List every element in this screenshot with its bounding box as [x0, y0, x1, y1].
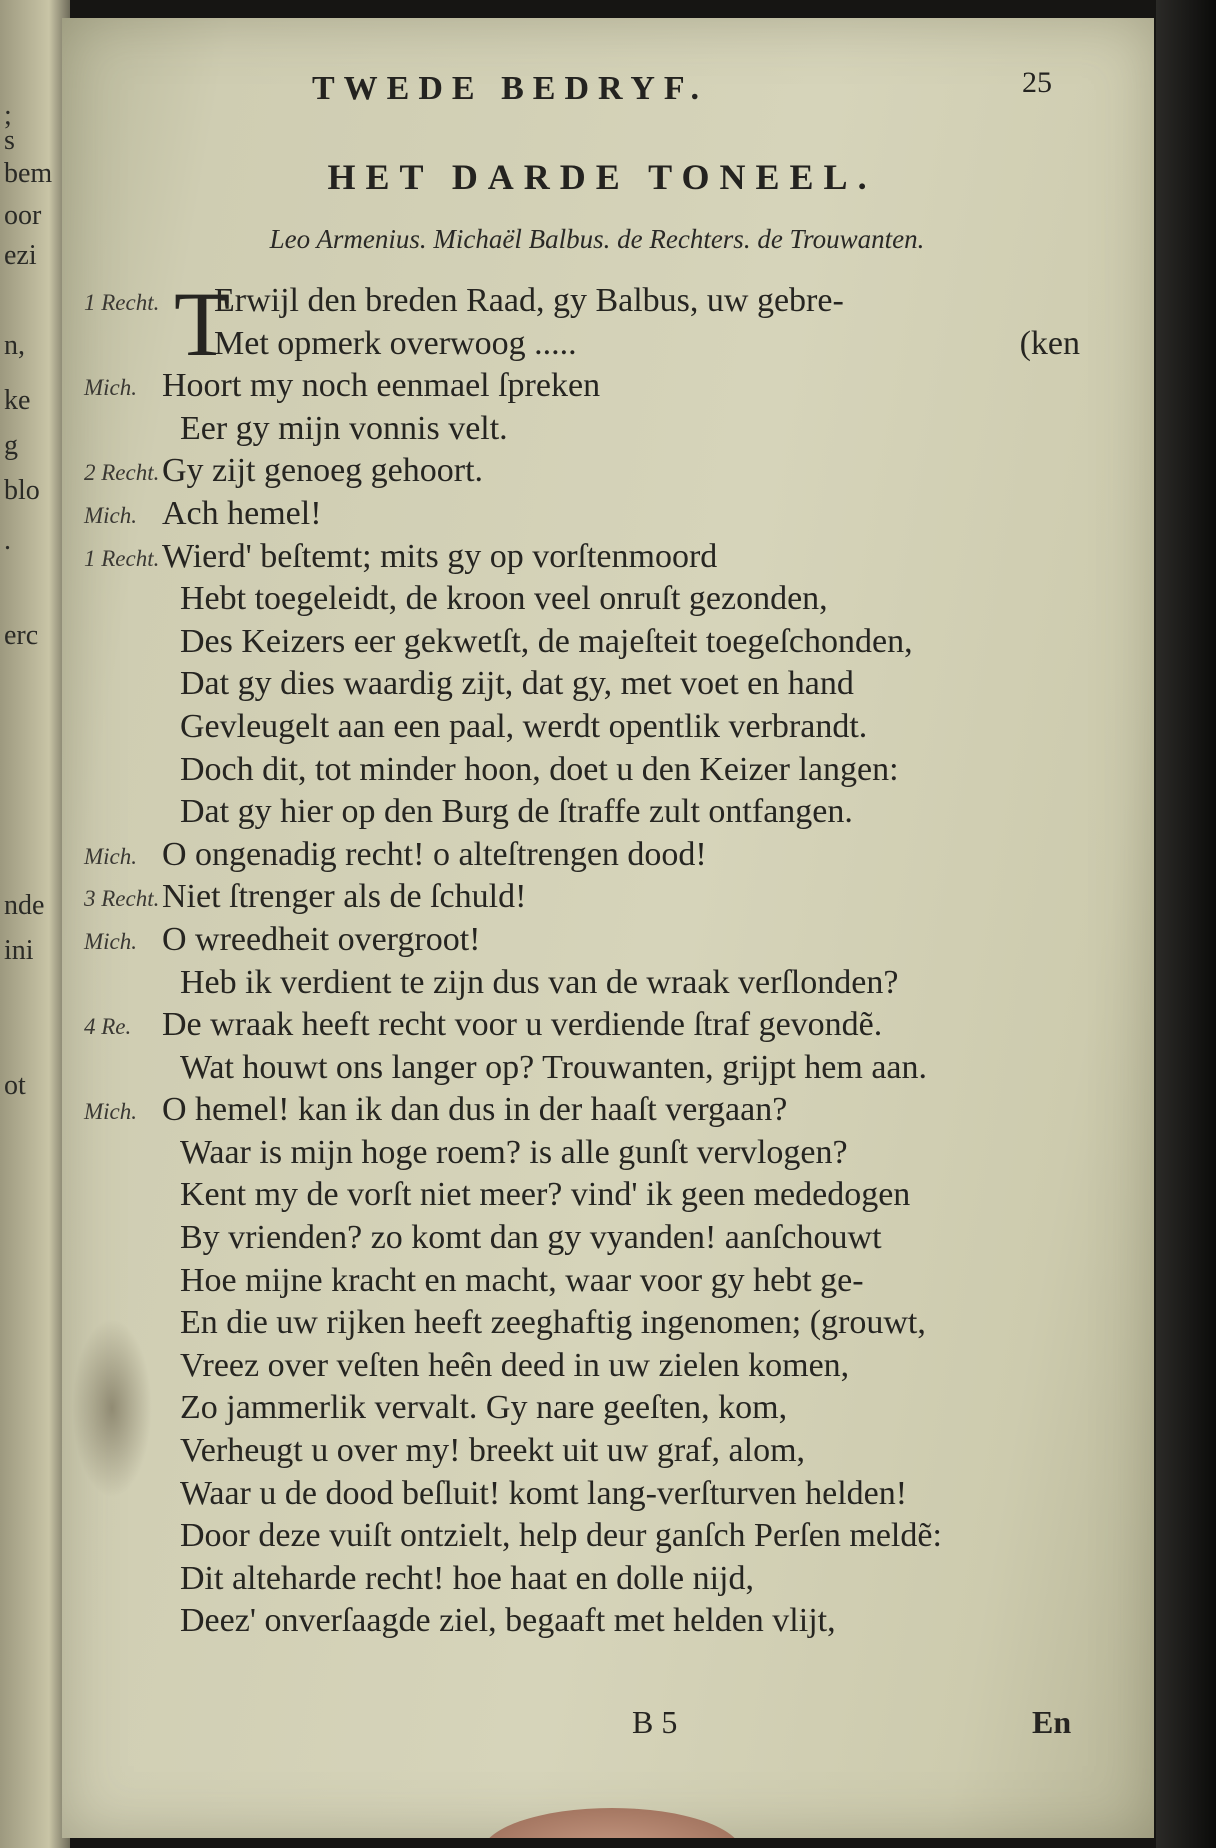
verse-text: Hoe mijne kracht en macht, waar voor gy hebt ge- [180, 1261, 864, 1299]
left-fragment: blo [4, 475, 40, 506]
verse-line [62, 408, 1154, 451]
speaker-label: Mich. [84, 843, 138, 869]
verse-text: Zo jammerlik vervalt. Gy nare geeſten, kom, [180, 1389, 788, 1427]
verse-text: Des Keizers eer gekwetſt, de majeſteit toegeſchonden, [180, 622, 913, 660]
verse-text: Erwijl den breden Raad, gy Balbus, uw gebre- [214, 282, 844, 319]
left-fragment: ini [4, 935, 34, 966]
verse-line [62, 1004, 1154, 1047]
verse-line [62, 1558, 1154, 1601]
verse-text: Hoort my noch eenmael ſpreken [162, 367, 601, 405]
verse-text: O ongenadig recht! o alteſtrengen dood! [162, 835, 707, 873]
verse-text: Waar u de dood beſluit! komt lang-verſturven helden! [180, 1474, 908, 1512]
verse-line [62, 280, 1154, 323]
character-list: Leo Armenius. Michaël Balbus. de Rechters. de Trouwanten. [269, 224, 925, 254]
verse-line [62, 834, 1154, 877]
verse-line [62, 1260, 1154, 1303]
left-fragment: nde [4, 890, 45, 921]
verse-text: Eer gy mijn vonnis velt. [180, 409, 508, 447]
verse-line [62, 1132, 1154, 1175]
finger-tip [482, 1808, 742, 1838]
left-fragment: s [4, 125, 15, 156]
speaker-label: 1 Recht. [84, 545, 160, 571]
verse-text: O hemel! kan ik dan dus in der haaſt vergaan? [162, 1091, 788, 1129]
verse-text: Wierd' beſtemt; mits gy op vorſtenmoord [162, 537, 718, 575]
line-turnover: (ken [1019, 324, 1080, 362]
book-page [62, 18, 1154, 1838]
left-fragment: n, [4, 330, 25, 361]
verse-line [62, 536, 1154, 579]
verse-block [62, 273, 1154, 1643]
verse-text: Dat gy dies waardig zijt, dat gy, met voet en hand [180, 665, 854, 703]
scene-title: HET DARDE TONEEL. [327, 157, 877, 197]
left-fragment: ke [4, 385, 31, 416]
left-fragment: . [4, 525, 11, 556]
verse-line [62, 1302, 1154, 1345]
speaker-label: 4 Re. [84, 1014, 132, 1040]
verse-text: Dat gy hier op den Burg de ſtraffe zult ontfangen. [180, 793, 853, 831]
verse-line [62, 706, 1154, 749]
left-page-edge [0, 0, 70, 1848]
left-fragment: oor [4, 200, 42, 231]
left-fragment: erc [4, 620, 39, 651]
speaker-label: Mich. [84, 1099, 138, 1125]
verse-text: Hebt toegeleidt, de kroon veel onruſt gezonden, [180, 580, 828, 618]
verse-line [62, 1430, 1154, 1473]
verse-line [62, 663, 1154, 706]
verse-text: Gy zijt genoeg gehoort. [162, 452, 484, 490]
speaker-label: 1 Recht. [84, 290, 160, 315]
running-head: TWEDE BEDRYF. [312, 70, 709, 107]
verse-text: En die uw rijken heeft zeeghaftig ingenomen; (grouwt, [180, 1304, 926, 1342]
verse-text: Ach hemel! [162, 494, 322, 532]
verse-text: Niet ſtrenger als de ſchuld! [162, 878, 527, 916]
book-cover-edge [1156, 0, 1216, 1848]
left-fragment: ot [4, 1070, 26, 1101]
verse-text: Deez' onverſaagde ziel, begaaft met helden vlijt, [180, 1602, 836, 1640]
verse-line [62, 450, 1154, 493]
verse-line [62, 323, 1154, 366]
verse-text: Door deze vuiſt ontzielt, help deur ganſch Perſen meldẽ: [180, 1517, 942, 1555]
verse-text: Gevleugelt aan een paal, werdt opentlik verbrandt. [180, 707, 868, 745]
verse-text: By vrienden? zo komt dan gy vyanden! aanſchouwt [180, 1219, 882, 1257]
verse-line [62, 1473, 1154, 1516]
verse-line [62, 493, 1154, 536]
verse-text: O wreedheit overgroot! [162, 920, 481, 958]
verse-line [62, 1387, 1154, 1430]
verse-text: Kent my de vorſt niet meer? vind' ik geen mededogen [180, 1176, 911, 1214]
left-fragment: bem [4, 158, 53, 189]
verse-text: Heb ik verdient te zijn dus van de wraak verſlonden? [180, 963, 899, 1001]
verse-line [62, 1217, 1154, 1260]
speaker-label: Mich. [84, 502, 138, 528]
verse-text: Wat houwt ons langer op? Trouwanten, grijpt hem aan. [180, 1048, 928, 1086]
verse-line [62, 1089, 1154, 1132]
verse-line [62, 749, 1154, 792]
verse-text: De wraak heeft recht voor u verdiende ſtraf gevondẽ. [162, 1006, 883, 1044]
page-number: 25 [1022, 66, 1052, 99]
verse-line [62, 791, 1154, 834]
left-fragment: ; [4, 100, 12, 131]
verse-line [62, 876, 1154, 919]
verse-line [62, 1047, 1154, 1090]
verse-text: Verheugt u over my! breekt uit uw graf, alom, [180, 1432, 806, 1470]
signature-mark: B 5 [632, 1704, 678, 1740]
verse-line [62, 621, 1154, 664]
verse-text: Dit alteharde recht! hoe haat en dolle nijd, [180, 1559, 754, 1597]
left-fragment: g [4, 430, 18, 461]
verse-text: Vreez over veſten heên deed in uw zielen komen, [180, 1346, 850, 1384]
verse-text: Met opmerk overwoog ..... [214, 324, 577, 362]
speaker-label: 2 Recht. [84, 460, 160, 486]
verse-line [62, 962, 1154, 1005]
left-fragment: ezi [4, 240, 37, 271]
catchword: En [1032, 1704, 1072, 1740]
drop-cap: T [174, 273, 231, 375]
verse-line [62, 365, 1154, 408]
speaker-label: Mich. [84, 928, 138, 954]
speaker-label: Mich. [84, 375, 138, 401]
verse-text: Doch dit, tot minder hoon, doet u den Keizer langen: [180, 750, 899, 788]
verse-line [62, 1345, 1154, 1388]
verse-line [62, 1600, 1154, 1643]
verse-line [62, 1515, 1154, 1558]
speaker-label: 3 Recht. [84, 886, 160, 912]
verse-text: Waar is mijn hoge roem? is alle gunſt vervlogen? [180, 1133, 848, 1171]
verse-line [62, 1174, 1154, 1217]
verse-line [62, 919, 1154, 962]
verse-line [62, 578, 1154, 621]
